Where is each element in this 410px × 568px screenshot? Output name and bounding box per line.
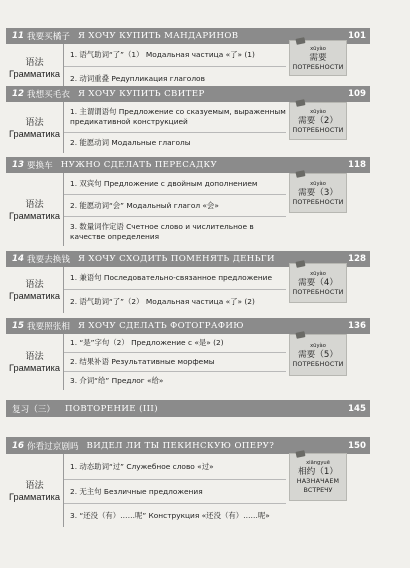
lesson-page-number: 136 (348, 321, 366, 331)
pin-icon (295, 170, 305, 178)
topic-sticky-note: xūyào 需要（5） ПОТРЕБНОСТИ (289, 334, 347, 376)
lesson-page-number: 109 (348, 89, 366, 99)
lesson-12 (6, 86, 370, 153)
grammar-label: 语法 Грамматика (6, 44, 64, 91)
grammar-item: 2. 无主句 Безличные предложения (64, 480, 286, 504)
review-title-zh: 复习（三） (12, 404, 55, 415)
pin-icon (295, 99, 305, 107)
lesson-title-ru: Я ХОЧУ СХОДИТЬ ПОМЕНЯТЬ ДЕНЬГИ (77, 254, 275, 264)
lesson-number: 15 (12, 321, 24, 331)
lesson-13 (6, 157, 370, 246)
topic-sticky-note: xiāngyuē 相约（1） НАЗНАЧАЕМ ВСТРЕЧУ (289, 453, 347, 501)
lesson-number: 14 (12, 254, 24, 264)
lesson-title-ru: ВИДЕЛ ЛИ ТЫ ПЕКИНСКУЮ ОПЕРУ? (86, 440, 275, 451)
grammar-item: 1. 主谓谓语句 Предложение со сказуемым, выраженным предикативной конструкцией (64, 102, 286, 133)
lesson-number: 13 (12, 160, 24, 170)
grammar-item: 3. 数量词作定语 Счетное слово и числительное в качестве определения (70, 221, 254, 241)
pin-icon (295, 260, 305, 268)
grammar-item: 2. 动词重叠 Редупликация глаголов (70, 74, 205, 83)
grammar-label: 语法 Грамматика (6, 454, 64, 527)
lesson-page-number: 118 (348, 160, 366, 170)
topic-sticky-note: xūyào 需要（4） ПОТРЕБНОСТИ (289, 263, 347, 303)
lesson-14 (6, 251, 370, 313)
grammar-items (64, 334, 286, 390)
review-page-number: 145 (348, 403, 366, 414)
lesson-title-zh: 我要买橘子 (26, 32, 70, 42)
grammar-item: 1. 兼语句 Последовательно-связанное предложение (64, 267, 286, 290)
lesson-header (6, 318, 370, 334)
grammar-label: 语法 Грамматика (6, 102, 64, 153)
lesson-title-ru: Я ХОЧУ КУПИТЬ МАНДАРИНОВ (77, 31, 239, 41)
lesson-page-number: 101 (348, 31, 366, 41)
lesson-number: 12 (12, 89, 24, 99)
lesson-header (6, 437, 370, 454)
topic-sticky-note: xūyào 需要（2） ПОТРЕБНОСТИ (289, 102, 347, 140)
grammar-item: 2. 语气助词“了”（2） Модальная частица «了» (2) (70, 296, 255, 306)
lesson-title-zh: 我要照张相 (26, 322, 70, 332)
lesson-title-zh: 要换车 (26, 161, 53, 171)
pin-icon (295, 450, 305, 458)
grammar-items (64, 267, 286, 313)
grammar-item: 1. “是”字句（2） Предложение с «是» (2) (64, 334, 286, 353)
grammar-item: 1. 双宾句 Предложение с двойным дополнением (64, 173, 286, 195)
lesson-header (6, 86, 370, 102)
grammar-label: 语法 Грамматика (6, 267, 64, 313)
grammar-items (64, 102, 286, 153)
topic-sticky-note: xūyào 需要（3） ПОТРЕБНОСТИ (289, 173, 347, 213)
grammar-item: 2. 结果补语 Результативные морфемы (64, 353, 286, 372)
lesson-title-zh: 我想买毛衣 (26, 90, 70, 100)
grammar-item: 3. 介词“给” Предлог «给» (70, 376, 164, 385)
grammar-items (64, 454, 286, 527)
pin-icon (295, 37, 305, 45)
pin-icon (295, 331, 305, 339)
lesson-title-zh: 你看过京剧吗 (26, 441, 79, 452)
grammar-label: 语法 Грамматика (6, 173, 64, 246)
review-title-ru: ПОВТОРЕНИЕ (III) (64, 403, 158, 414)
lesson-title-ru: Я ХОЧУ КУПИТЬ СВИТЕР (77, 89, 205, 99)
lesson-11 (6, 28, 370, 91)
grammar-items (64, 173, 286, 246)
lesson-title-ru: Я ХОЧУ СДЕЛАТЬ ФОТОГРАФИЮ (77, 321, 244, 331)
grammar-items (64, 44, 286, 91)
grammar-item: 2. 能愿动词“会” Модальный глагол «会» (64, 195, 286, 217)
grammar-item: 3. “还没（有）……呢” Конструкция «还没（有）……呢» (70, 510, 270, 520)
lesson-title-ru: НУЖНО СДЕЛАТЬ ПЕРЕСАДКУ (60, 160, 218, 170)
lesson-number: 16 (12, 440, 24, 451)
grammar-item: 1. 语气助词“了”（1） Модальная частица «了» (1) (64, 44, 286, 67)
grammar-item: 1. 动态助词“过” Служебное слово «过» (64, 454, 286, 480)
lesson-header (6, 157, 370, 173)
lesson-page-number: 150 (348, 440, 366, 451)
topic-sticky-note: xūyào 需要 ПОТРЕБНОСТИ (289, 40, 347, 76)
lesson-number: 11 (12, 31, 24, 41)
grammar-item: 2. 能愿动词 Модальные глаголы (70, 138, 191, 147)
lesson-15 (6, 318, 370, 390)
lesson-title-zh: 我要去换钱 (26, 255, 70, 265)
lesson-page-number: 128 (348, 254, 366, 264)
review-header (6, 400, 370, 417)
lesson-16 (6, 437, 370, 527)
grammar-label: 语法 Грамматика (6, 334, 64, 390)
